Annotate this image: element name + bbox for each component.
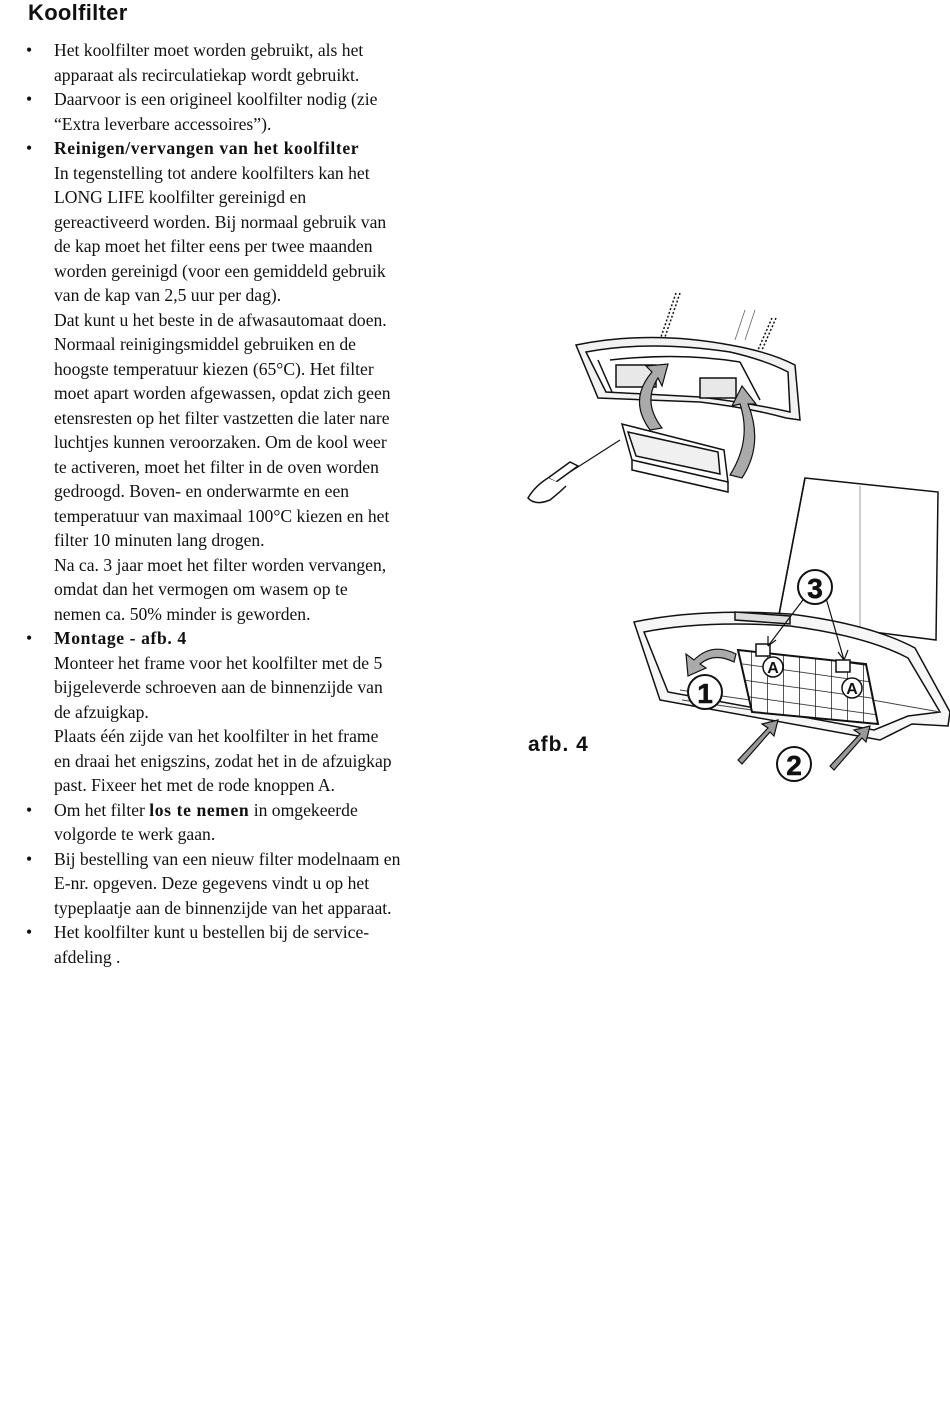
text-line: volgorde te werk gaan. [54,824,216,844]
text-line: E-nr. opgeven. Deze gegevens vindt u op het [54,873,370,893]
list-item [26,798,454,847]
text-line [54,798,454,823]
text-line: nemen ca. 50% minder is geworden. [54,603,311,624]
text-line: In tegenstelling tot andere koolfilters kan het [54,162,370,183]
text-line: Normaal reinigingsmiddel gebruiken en de [54,334,356,354]
text-fragment: Om het filter [54,799,150,820]
section-title: Koolfilter [28,0,128,25]
text-line: Daarvoor is een origineel koolfilter nodig (zie [54,89,378,109]
text-line: Het koolfilter moet worden gebruikt, als het [54,40,364,60]
text-line: en draai het enigszins, zodat het in de afzuigkap [54,750,392,771]
bullet-icon: • [26,89,33,109]
text-line: apparaat als recirculatiekap wordt gebruikt. [54,64,360,85]
callout-2-label: 2 [786,750,802,781]
text-line: omdat dan het vermogen om wasem op te [54,579,348,599]
upper-hood-drawing [528,293,800,503]
knob-a-left [763,657,783,677]
callout-1 [688,675,722,709]
text-line: etensresten op het filter vastzetten die later nare [54,407,390,428]
text-line: Monteer het frame voor het koolfilter met de 5 [54,652,383,673]
list-item [26,626,454,798]
list-item [26,38,454,87]
text-line: moet apart worden afgewassen, opdat zich geen [54,383,391,403]
list-item [26,87,454,136]
subsection-heading-cleaning: Reinigen/vervangen van het koolfilter [54,138,360,158]
text-line: filter 10 minuten lang drogen. [54,530,265,550]
text-line: de kap moet het filter eens per twee maanden [54,236,373,256]
bullet-icon: • [26,138,33,158]
text-line: van de kap van 2,5 uur per dag). [54,285,282,305]
text-line: Bij bestelling van een nieuw filter modelnaam en [54,848,401,869]
text-line: bijgeleverde schroeven aan de binnenzijde van [54,677,383,697]
bullet-icon: • [26,848,33,869]
subsection-heading-mounting: Montage - afb. 4 [54,628,187,648]
list-item [26,847,454,921]
text-line: afdeling . [54,946,121,967]
knob-a-right [842,678,862,698]
text-line: Dat kunt u het beste in de afwasautomaat doen. [54,309,387,330]
text-line: Het koolfilter kunt u bestellen bij de service- [54,922,370,942]
callout-2 [777,747,811,781]
text-line: gereactiveerd worden. Bij normaal gebruik van [54,211,387,232]
text-line: “Extra leverbare accessoires”). [54,113,272,134]
callout-3 [798,570,832,604]
bullet-icon: • [26,628,33,648]
filter-installation-illustration [520,285,950,795]
text-line: Plaats één zijde van het koolfilter in het frame [54,726,379,746]
emphasis-remove: los te nemen [149,799,250,820]
bullet-icon: • [26,922,33,942]
knob-a-label: A [846,681,858,698]
text-line: de afzuigkap. [54,701,149,722]
bullet-icon: • [26,799,33,820]
text-line: temperatuur van maximaal 100°C kiezen en het [54,505,390,526]
text-line: past. Fixeer het met de rode knoppen A. [54,775,335,795]
text-line: typeplaatje aan de binnenzijde van het apparaat. [54,897,392,918]
text-line: te activeren, moet het filter in de oven worden [54,456,379,477]
figure-caption: afb. 4 [528,733,589,756]
text-line: hoogste temperatuur kiezen (65°C). Het filter [54,358,374,379]
list-item [26,920,454,969]
text-line: Na ca. 3 jaar moet het filter worden vervangen, [54,554,387,575]
lower-hood-drawing [634,478,950,770]
bullet-icon: • [26,40,33,60]
text-line: luchtjes kunnen veroorzaken. Om de kool weer [54,432,387,452]
list-item [26,136,454,626]
callout-3-label: 3 [807,573,823,604]
callout-1-label: 1 [697,678,713,709]
text-line: gedroogd. Boven- en onderwarmte en een [54,481,350,501]
text-fragment: in omgekeerde [249,799,358,820]
text-line: LONG LIFE koolfilter gereinigd en [54,187,307,207]
knob-a-label: A [767,660,779,677]
text-line: worden gereinigd (voor een gemiddeld gebruik [54,260,386,281]
instruction-list [26,38,454,969]
